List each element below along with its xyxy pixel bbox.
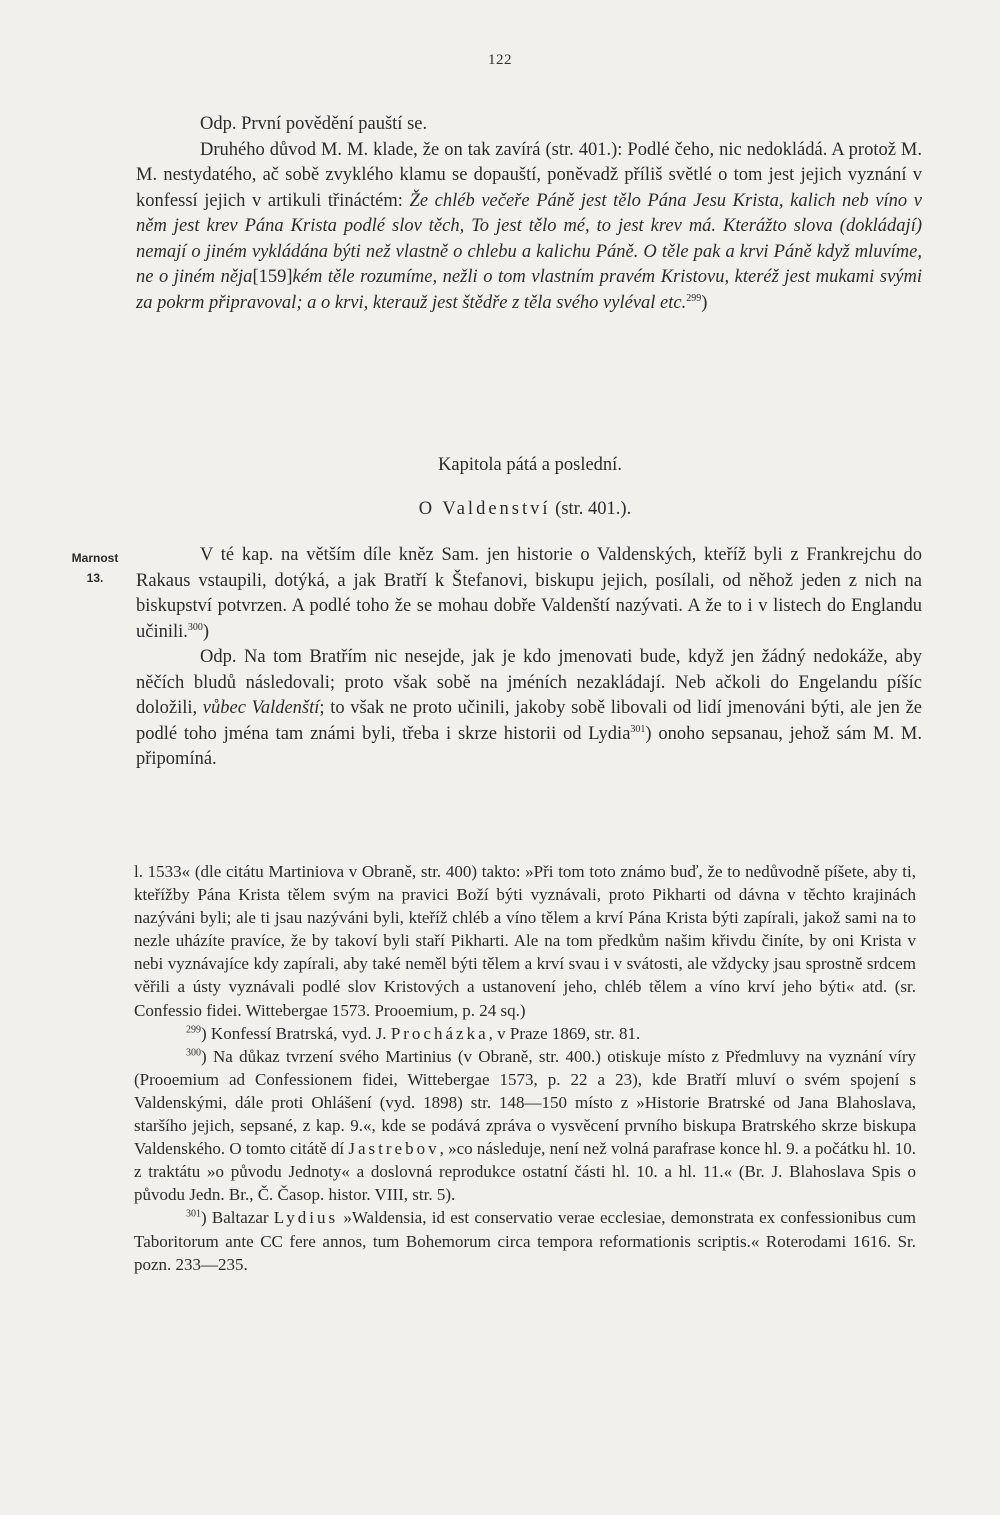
valdensian-quote: vůbec Valdenští [202, 698, 320, 718]
footnote-number: 300 [186, 1047, 201, 1059]
footnote-continuation: l. 1533« (dle citátu Martiniova v Obraně, str. 400) takto: »Při tom toto známo buď, že to nedůvodně píšete, aby ti, kteřížby Pána Krista tělem svým na pravici Boží býti vyznávali, proto Pikharti od dávna v těchto krajinách nazýváni byli; ale ti jsau nazýváni byli, kteříž chléb a víno tělem a krví Pána Krista býti zapírali, jakož sami na to nezle uházíte pravíce, že by takoví byli staří Pikharti. Ale na tom předkům našim křivdu činíte, by oni Krista v nebi vyznávajíce kdy zapírali, aby také neměl býti tělem a krví svau i v svátosti, ale vždycky jsau sprostně srdcem věřili a ústy vyznávali podlé slov Kristových a ustanovení jeho, chléb tělem a víno krví jeho býti« atd. (sr. Confessio fidei. Wittebergae 1573. Prooemium, p. 24 sq.) [134, 862, 916, 1020]
footnote-ref-300: 300 [187, 621, 203, 633]
footnote-300 [134, 1045, 916, 1207]
reply-paragraph-1: Odp. První povědění pauští se. [200, 114, 428, 134]
main-text-upper [136, 112, 922, 316]
section-reference: (str. 401.). [550, 499, 632, 519]
chapter-title: Kapitola pátá a poslední. [438, 455, 622, 475]
footnote-text-b: , v Praze 1869, str. 81. [488, 1023, 641, 1043]
footnote-text-a: ) Baltazar [201, 1208, 274, 1228]
footnote-299 [134, 1022, 916, 1045]
margin-note-number: 13. [86, 571, 104, 585]
argument-paragraph-3 [136, 543, 922, 645]
footnote-ref-close: ) [202, 621, 210, 642]
paragraph-text: V té kap. na větším díle kněz Sam. jen historie o Valdenských, kteříž byli z Frankrejchu do Rakaus vstaupili, dotýká, a jak Bratří k Štefanovi, biskupu jejich, posílali, od něhož jeden z nich na biskupství potvrzen. A podlé toho že se mohau dobře Valdenští nazývati. A že to i v listech do Englandu učinili. [136, 545, 922, 642]
author-name: Procházka [390, 1023, 489, 1043]
footnote-ref-299: 299 [686, 292, 702, 304]
reply-text-a: Odp. Na tom Bratřím nic nesejde, jak je kdo jmenovati bude, když jen žádný nedokáže, aby něčích bludů následovali; proto však sobě na jméních nezakládají. Neb ačkoli do Engelandu píšíc doložili, [136, 647, 922, 718]
footnote-text-b: »Waldensia, id est conservatio verae ecclesiae, demonstrata ex confessionibus cum Taboritorum ante CC fere annos, tum Bohemorum circa tempora reformationis scriptis.« Roterodami 1616. Sr. pozn. 233—235. [134, 1208, 916, 1274]
page-reference: [159] [252, 267, 293, 287]
footnote-ref-close: ) [701, 292, 708, 313]
reply-text-c: ) onoho sepsanau, jehož sám M. M. připomíná. [136, 723, 922, 769]
footnote-text-b: , »co následuje, není než volná parafrase konce hl. 9. a počátku hl. 10. z traktátu »o původu Jednoty« a doslovná reprodukce ostatní části hl. 10. a hl. 11.« (Br. J. Blahoslava Spis o původu Jedn. Br., Č. Časop. histor. VIII, str. 5). [134, 1139, 916, 1205]
footnote-301 [134, 1206, 916, 1275]
confession-quote-continued: kém těle rozumíme, nežli o tom vlastním pravém Kristovu, kteréž jest mukami svými za pokrm připravoval; a o krvi, kterauž jest štědře z těla svého vyléval etc. [136, 267, 922, 313]
footnote-number: 301 [186, 1208, 201, 1220]
reply-text-b: ; to však ne proto učinili, jakoby sobě libovali od lidí jmenováni býti, ale jen že podlé toho jména tam známi byli, třeba i skrze historii od Lydia [136, 698, 922, 744]
author-name: Lydius [273, 1208, 339, 1228]
footnote-text-a: ) Konfessí Bratrská, vyd. J. [201, 1023, 391, 1043]
footnote-number: 299 [186, 1024, 201, 1035]
author-name: Jastrebov [348, 1139, 440, 1159]
margin-note-label: Marnost [71, 551, 119, 565]
paragraph-intro: Druhého důvod M. M. klade, že on tak zavírá (str. 401.): Podlé čeho, nic nedokládá. A protož M. M. nestydatého, ač sobě zvyklého klamu se dopauští, poněvadž příliš světlé o tom jest jejich vyznání v konfessí jejich v artikuli třináctém: [136, 139, 922, 211]
reply-paragraph-2 [136, 645, 922, 773]
footnote-text-a: ) Na důkaz tvrzení svého Martinius (v Obraně, str. 400.) otiskuje místo z Předmluvy na vyznání víry (Prooemium ad Confessionem fidei, Wittebergae 1573, p. 22 a 23), kde Bratří mluví o svém spojení s Valdenskými, dále proti Ohlášení (vyd. 1898) str. 148—150 místo z »Historie Bratrské od Jana Blahoslava, staršího jejich, sepsané, z kap. 9.«, kde se podává zpráva o vysvěcení prvního biskupa Bratrského skrze biskupa Valdenského. O tomto citátě dí [134, 1046, 916, 1159]
footnotes [134, 860, 916, 1276]
margin-note [62, 548, 128, 588]
footnote-ref-301: 301 [630, 723, 646, 735]
confession-quote: Že chléb večeře Páně jest tělo Pána Jesu Krista, kalich neb víno v něm jest krev Pána Krista podlé slov těch, To jest tělo mé, to jest krev má. Kterážto slova (dokládají) nemají o jiném vykládána býti než vlastně o chlebu a kalichu Páně. O těle pak a krvi Páně když mluvíme, ne o jiném něja [136, 190, 922, 287]
main-text-lower [136, 543, 922, 773]
argument-paragraph-2 [136, 138, 922, 317]
section-name: O Valdenství [418, 499, 551, 519]
page-number: 122 [488, 52, 512, 68]
section-title [0, 499, 1000, 520]
